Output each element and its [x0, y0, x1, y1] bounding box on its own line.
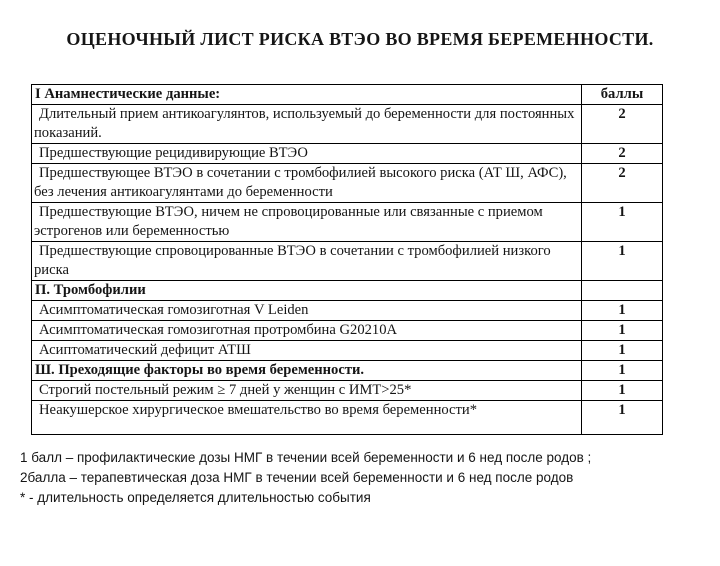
table-row [32, 203, 663, 242]
risk-score-table [31, 84, 663, 435]
table-row [32, 401, 663, 435]
risk-factor-cell: Неакушерское хирургическое вмешательство во время беременности* [32, 401, 582, 435]
risk-factor-cell: Предшествующее ВТЭО в сочетании с тромбофилией высокого риска (АТ Ш, АФС), без лечения антикоагулянтами до беременности [32, 164, 582, 203]
table-row [32, 144, 663, 164]
risk-factor-cell: Асиптоматический дефицит АТШ [32, 341, 582, 361]
risk-factor-cell: Асимптоматическая гомозиготная протромбина G20210A [32, 321, 582, 341]
table-header-row [32, 85, 663, 105]
risk-factor-cell: Строгий постельный режим ≥ 7 дней у женщин с ИМТ>25* [32, 381, 582, 401]
table-row [32, 341, 663, 361]
table-row [32, 301, 663, 321]
score-cell: 1 [582, 381, 663, 401]
table-row [32, 381, 663, 401]
table-row [32, 242, 663, 281]
section-row [32, 361, 663, 381]
footnotes [20, 448, 720, 508]
points-column-header: баллы [582, 85, 663, 105]
footnote-line: 1 балл – профилактические дозы НМГ в течении всей беременности и 6 нед после родов ; [20, 450, 592, 465]
risk-factor-cell: Предшествующие рецидивирующие ВТЭО [32, 144, 582, 164]
score-cell: 1 [582, 203, 663, 242]
score-cell: 1 [582, 341, 663, 361]
score-cell [582, 281, 663, 301]
section-heading: Ш. Преходящие факторы во время беременности. [32, 361, 582, 381]
section-heading: П. Тромбофилии [32, 281, 582, 301]
score-cell: 2 [582, 105, 663, 144]
score-cell: 1 [582, 301, 663, 321]
section-heading: I Анамнестические данные: [32, 85, 582, 105]
footnote-line: * - длительность определяется длительностью события [20, 490, 371, 505]
score-cell: 1 [582, 321, 663, 341]
section-row [32, 281, 663, 301]
table-row [32, 105, 663, 144]
risk-factor-cell: Длительный прием антикоагулянтов, используемый до беременности для постоянных показаний. [32, 105, 582, 144]
footnote-line: 2балла – терапевтическая доза НМГ в течении всей беременности и 6 нед после родов [20, 470, 574, 485]
page-title: ОЦЕНОЧНЫЙ ЛИСТ РИСКА ВТЭО ВО ВРЕМЯ БЕРЕМЕННОСТИ. [66, 29, 654, 49]
risk-factor-cell: Предшествующие ВТЭО, ничем не спровоцированные или связанные с приемом эстрогенов или беременностью [32, 203, 582, 242]
table-row [32, 164, 663, 203]
score-cell: 2 [582, 144, 663, 164]
score-cell: 1 [582, 401, 663, 435]
score-cell: 1 [582, 242, 663, 281]
risk-factor-cell: Асимптоматическая гомозиготная V Leiden [32, 301, 582, 321]
risk-factor-cell: Предшествующие спровоцированные ВТЭО в сочетании с тромбофилией низкого риска [32, 242, 582, 281]
score-cell: 2 [582, 164, 663, 203]
score-cell: 1 [582, 361, 663, 381]
table-row [32, 321, 663, 341]
